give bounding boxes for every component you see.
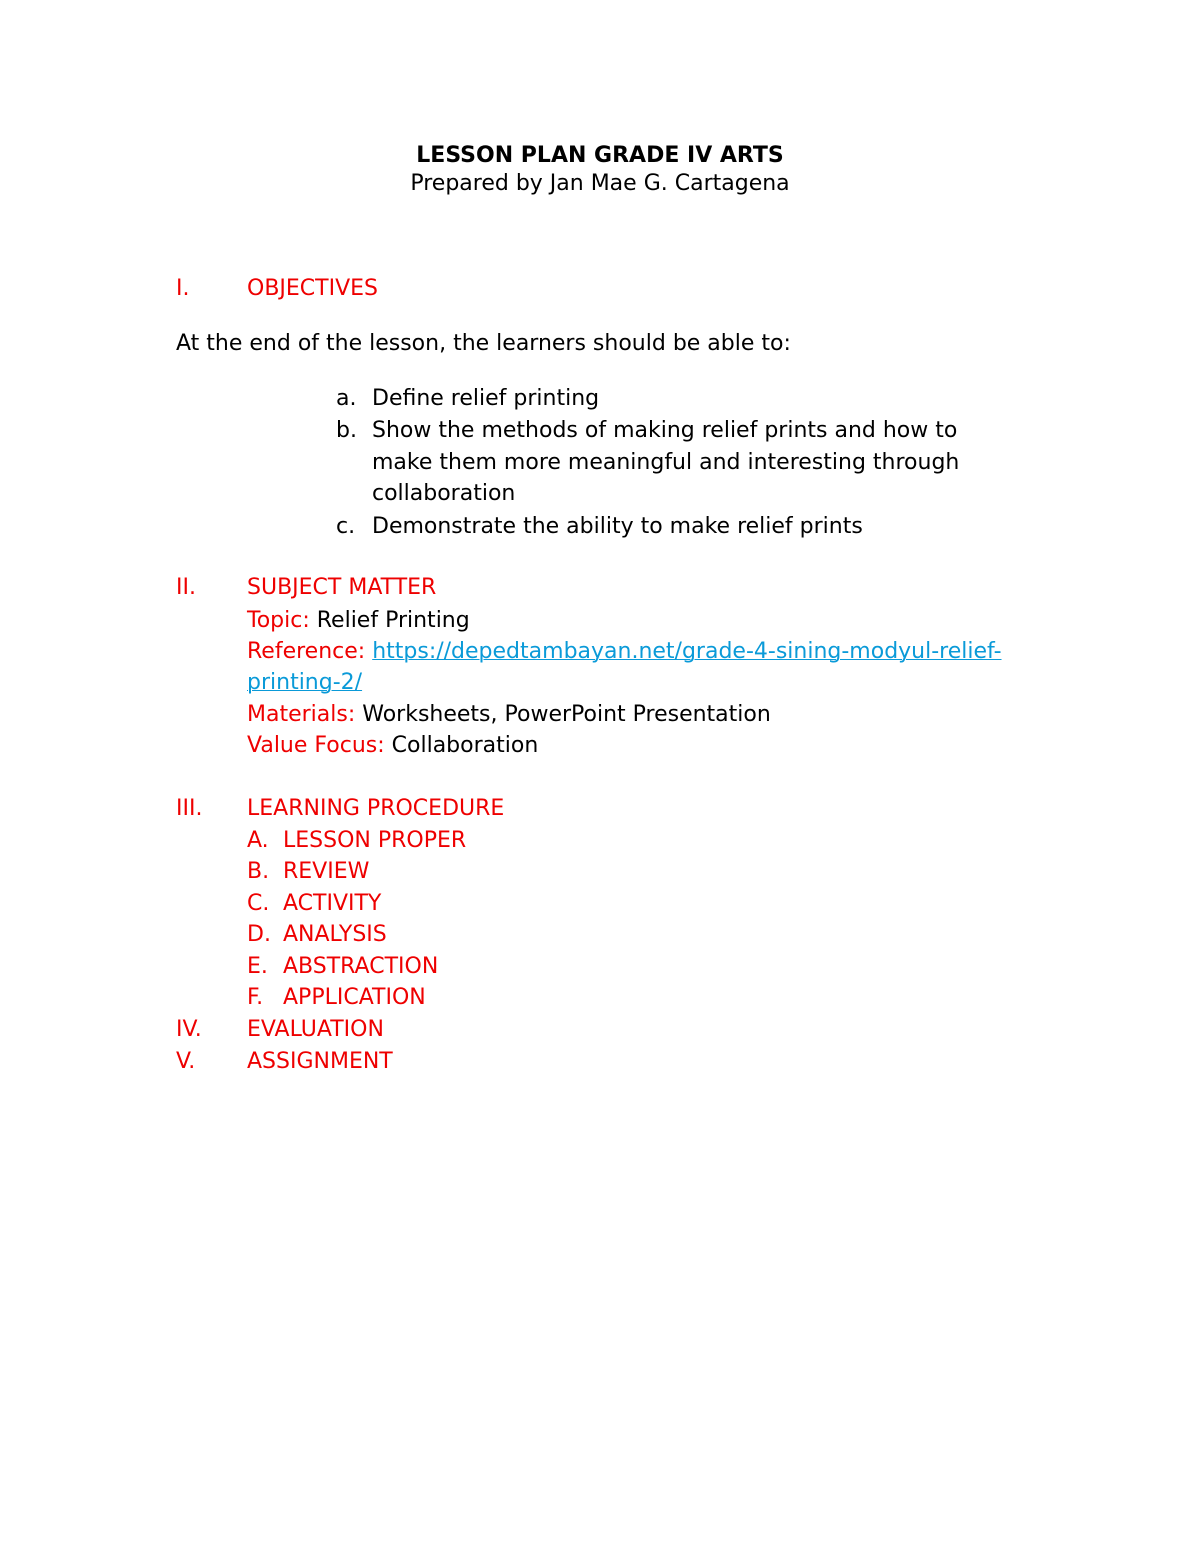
objective-text-b-line1: Show the methods of making relief prints and how to [372,418,958,443]
section-heading-procedure: LEARNING PROCEDURE [247,796,505,821]
procedure-item-application: APPLICATION [283,985,426,1010]
section-numeral-subject-matter: II. [176,575,196,600]
objective-letter-c: c. [336,514,356,539]
section-numeral-objectives: I. [176,276,190,301]
topic-label: Topic: [247,608,310,633]
materials-value: Worksheets, PowerPoint Presentation [362,702,771,727]
reference-link-part1[interactable]: https://depedtambayan.net/grade-4-sining-modyul-relief- [372,639,1002,664]
procedure-letter-c: C. [247,891,270,916]
section-heading-evaluation: EVALUATION [247,1017,384,1042]
objective-letter-a: a. [336,386,357,411]
value-focus-label: Value Focus: [247,733,385,758]
section-numeral-procedure: III. [176,796,203,821]
procedure-letter-d: D. [247,922,271,947]
document-title: LESSON PLAN GRADE IV ARTS [416,143,784,168]
section-numeral-evaluation: IV. [176,1017,202,1042]
procedure-item-analysis: ANALYSIS [283,922,387,947]
value-focus-value: Collaboration [391,733,539,758]
document-subtitle: Prepared by Jan Mae G. Cartagena [410,171,790,196]
section-heading-assignment: ASSIGNMENT [247,1049,393,1074]
procedure-item-review: REVIEW [283,859,370,884]
topic-line [247,605,470,637]
objectives-intro: At the end of the lesson, the learners should be able to: [176,331,791,356]
procedure-item-activity: ACTIVITY [283,891,382,916]
materials-label: Materials: [247,702,356,727]
value-focus-line [247,730,538,762]
reference-line-2 [247,667,362,699]
topic-value: Relief Printing [316,608,470,633]
procedure-letter-b: B. [247,859,270,884]
procedure-letter-e: E. [247,954,268,979]
section-heading-subject-matter: SUBJECT MATTER [247,575,437,600]
section-numeral-assignment: V. [176,1049,196,1074]
procedure-letter-a: A. [247,828,269,853]
materials-line [247,699,771,731]
reference-link-part2[interactable]: printing-2/ [247,670,363,695]
procedure-item-abstraction: ABSTRACTION [283,954,439,979]
section-heading-objectives: OBJECTIVES [247,276,379,301]
objective-text-a: Define relief printing [372,386,600,411]
objective-text-b-line2: make them more meaningful and interesting through [372,450,960,475]
objective-letter-b: b. [336,418,357,443]
objective-text-b-line3: collaboration [372,481,516,506]
objective-text-c: Demonstrate the ability to make relief prints [372,514,863,539]
reference-line [247,636,1002,668]
procedure-letter-f: F. [247,985,264,1010]
procedure-item-lesson-proper: LESSON PROPER [283,828,467,853]
reference-label: Reference: [247,639,366,664]
